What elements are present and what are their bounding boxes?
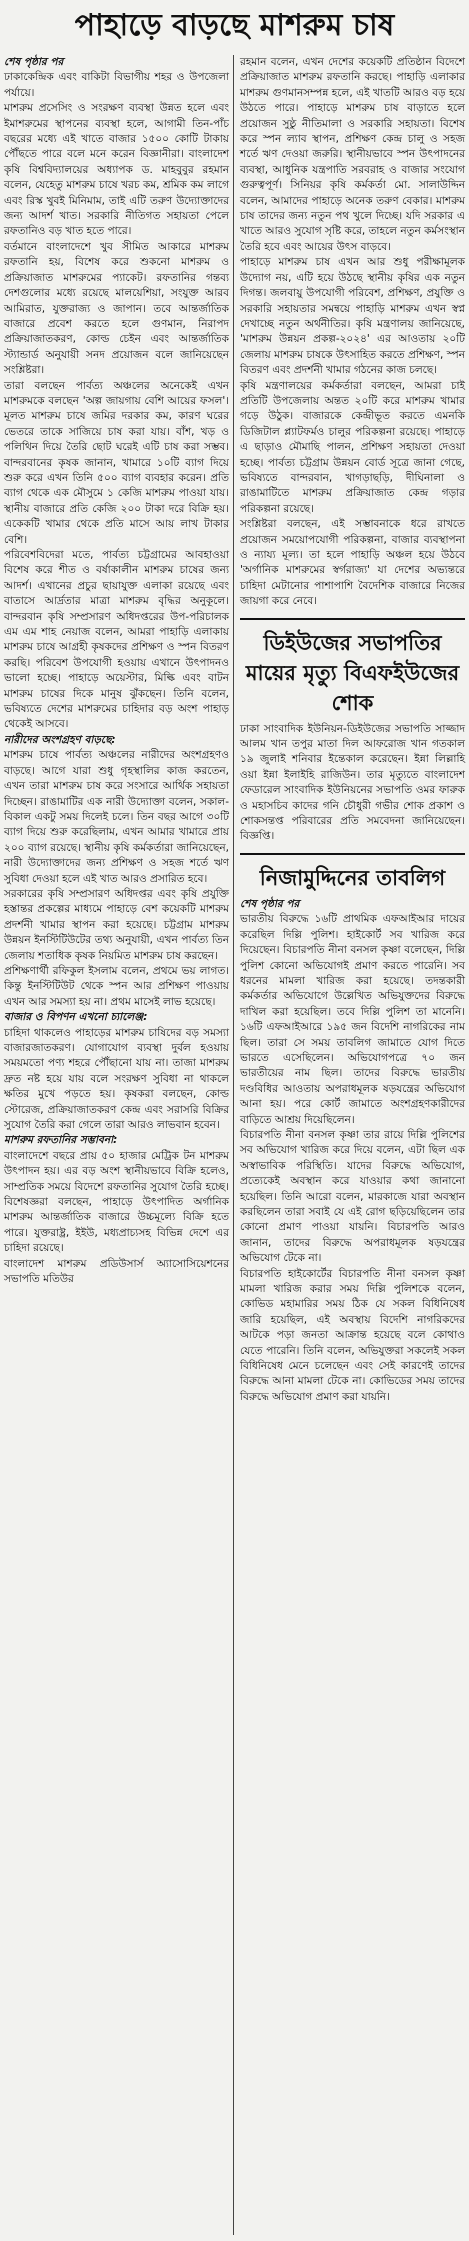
article-subhead: নারীদের অংশগ্রহণ বাড়ছে:: [4, 733, 116, 746]
news-headline: ডিইউজের সভাপতির মায়ের মৃত্যু বিএফইউজের শোক: [245, 630, 460, 715]
article-paragraph: রহমান বলেন, এখন দেশের কয়েকটি প্রতিষ্ঠান বিদেশে প্রক্রিয়াজাত মাশরুম রফতানি করছে। পাহাড়ি এলাকার মাশরুম গুণমানসম্পন্ন হলে, এই খাতটি আরও বড় হয়ে উঠতে পারে। পাহাড়ে মাশরুম চাষ বাড়াতে হলে প্রয়োজন সুষ্ঠু নীতিমালা ও সরকারি সহায়তা। বিশেষ করে স্পন ল্যাব স্থাপন, প্রশিক্ষণ কেন্দ্র চালু ও সহজ শর্তে ঋণ দেওয়া জরুরি। স্থানীয়ভাবে স্পন উৎপাদনের ব্যবস্থা, আধুনিক যন্ত্রপাতি সরবরাহ ও বাজার সংযোগ গুরুত্বপূর্ণ। সিনিয়র কৃষি কর্মকর্তা মো. সালাউদ্দিন বলেন, আমাদের পাহাড়ে অনেক তরুণ বেকার। মাশরুম চাষ তাদের জন্য নতুন পথ খুলে দিচ্ছে। যদি সরকার এ খাতে আরও সুযোগ সৃষ্টি করে, তাহলে নতুন কর্মসংস্থান তৈরি হবে এবং আয়ের উৎস বাড়বে।: [240, 56, 469, 253]
article-paragraph: পরিবেশবিদেরা মতে, পার্বত্য চট্টগ্রামের আবহাওয়া বিশেষ করে শীত ও বর্ষাকালীন মাশরুম চাষের জন্য আদর্শ। এখানের প্রচুর ছায়াযুক্ত এলাকা রয়েছে এবং বাতাসে আর্দ্রতার মাত্রা মাশরুম বৃদ্ধির অনুকূলে। বান্দরবান কৃষি সম্প্রসারণ অধিদপ্তরের উপ-পরিচালক এম এম শাহ নেয়াজ বলেন, আমরা পাহাড়ি এলাকায় মাশরুম চাষে আগ্রহী কৃষকদের প্রশিক্ষণ ও স্পন বিতরণ করছি। পরিবেশ উপযোগী হওয়ায় এখানে উৎপাদনও ভালো হচ্ছে। পাহাড়ে অয়েস্টার, মিল্কি এবং বাটন মাশরুম চাষের দিকে মানুষ ঝুঁকছেন। তিনি বলেন, ভবিষ্যতে দেশের মাশরুমের চাহিদার বড় অংশ পাহাড় থেকেই আসবে।: [4, 549, 233, 731]
main-headline: পাহাড়ে বাড়ছে মাশরুম চাষ: [74, 8, 395, 43]
article-paragraph: বর্তমানে বাংলাদেশে খুব সীমিত আকারে মাশরুম রফতানি হয়, বিশেষ করে শুকনো মাশরুম ও প্রক্রিয়াজাত মাশরুমের প্যাকেট। রফতানির গন্তব্য দেশগুলোর মধ্যে রয়েছে মালয়েশিয়া, সংযুক্ত আরব আমিরাত, যুক্তরাজ্য ও জাপান। তবে আন্তর্জাতিক বাজারে প্রবেশ করতে হলে গুণমান, নিরাপদ প্রক্রিয়াজাতকরণ, কোল্ড চেইন এবং আন্তর্জাতিক স্ট্যান্ডার্ড অনুযায়ী সনদ প্রয়োজন বলে জানিয়েছেন সংশ্লিষ্টরা।: [4, 240, 233, 377]
article-paragraph: চাহিদা থাকলেও পাহাড়ের মাশরুম চাষিদের বড় সমস্যা বাজারজাতকরণ। যোগাযোগ ব্যবস্থা দুর্বল হওয়ায় সময়মতো পণ্য শহরে পৌঁছানো যায় না। তাজা মাশরুম দ্রুত নষ্ট হয়ে যায় বলে সংরক্ষণ সুবিধা না থাকলে ক্ষতির মুখে পড়তে হয়। কৃষকরা বলছেন, কোল্ড স্টোরেজ, প্রক্রিয়াজাতকরণ কেন্দ্র এবং সরাসরি বিক্রির সুযোগ তৈরি করা গেলে তারা আরও লাভবান হবেন।: [4, 1026, 233, 1132]
article-paragraph: পাহাড়ে মাশরুম চাষ এখন আর শুধু পরীক্ষামূলক উদ্যোগ নয়, এটি হয়ে উঠছে স্থানীয় কৃষির এক নতুন দিগন্ত। জলবায়ু উপযোগী পরিবেশ, প্রশিক্ষণ, প্রযুক্তি ও সরকারি সহায়তার সমন্বয়ে পাহাড়ি মাশরুম এখন স্বপ্ন দেখাচ্ছে নতুন অর্থনীতির। কৃষি মন্ত্রণালয় জানিয়েছে, 'মাশরুম উন্নয়ন প্রকল্প-২০২৪' এর আওতায় ২০টি জেলায় মাশরুম চাষকে উৎসাহিত করতে প্রশিক্ষণ, স্পন বিতরণ এবং প্রদর্শনী খামার গঠনের কাজ চলছে।: [240, 256, 469, 377]
continued-label: শেষ পৃষ্ঠার পর: [4, 56, 64, 68]
article-paragraph: মাশরুম চাষে পার্বত্য অঞ্চলের নারীদের অংশগ্রহণও বাড়ছে। আগে যারা শুধু গৃহস্থালির কাজ করতেন, এখন তারা মাশরুম চাষ করে সংসারে আর্থিক সহায়তা দিচ্ছেন। রাঙামাটির এক নারী উদ্যোক্তা বলেন, সকাল-বিকাল একটু সময় দিলেই চলে। তিন বছর আগে ৩০টি ব্যাগ দিয়ে শুরু করেছিলাম, এখন আমার খামারে প্রায় ২০০ ব্যাগ রয়েছে। স্থানীয় কৃষি কর্মকর্তারা জানিয়েছেন, নারী উদ্যোক্তাদের জন্য প্রশিক্ষণ ও সহজ শর্তে ঋণ সুবিধা দেওয়া হলে এই খাত আরও প্রসারিত হবে।: [4, 749, 233, 885]
article-paragraph: বাংলাদেশে বছরে প্রায় ৫০ হাজার মেট্রিক টন মাশরুম উৎপাদন হয়। এর বড় অংশ স্থানীয়ভাবে বিক্রি হলেও, সাম্প্রতিক সময়ে বিদেশে রফতানির সুযোগ তৈরি হচ্ছে। বিশেষজ্ঞরা বলছেন, পাহাড়ে উৎপাদিত অর্গানিক মাশরুম আন্তর্জাতিক বাজারে উচ্চমূল্যে বিক্রি হতে পারে। যুক্তরাষ্ট্র, ইইউ, মধ্যপ্রাচ্যসহ বিভিন্ন দেশে এর চাহিদা রয়েছে।: [4, 1149, 233, 1255]
article-subhead: মাশরুম রফতানির সম্ভাবনা:: [4, 1134, 118, 1147]
news-paragraph: ভারতীয় বিরুদ্ধে ১৬টি প্রাথমিক এফআইআর দায়ের করেছিল দিল্লি পুলিশ। হাইকোর্ট সব খারিজ করে দিয়েছেন। বিচারপতি নীনা বনসল কৃষ্ণা বলেছেন, দিল্লি পুলিশ কোনো অভিযোগই প্রমাণ করতে পারেনি। সব ধরনের মামলা খারিজ করা হয়েছে। তদন্তকারী কর্মকর্তার অভিযোগে উল্লেখিত অভিযুক্তদের বিরুদ্ধে দাখিল করা হয়েছিল। তবে দিল্লি পুলিশ তা মানেনি। ১৬টি এফআইআরে ১৯৫ জন বিদেশি নাগরিকের নাম ছিল। তারা সে সময় তাবলিগ জামাতে যোগ দিতে ভারতে এসেছিলেন। অভিযোগপত্রে ৭০ জন ভারতীয়ের নাম ছিল। তাদের বিরুদ্ধে ভারতীয় দণ্ডবিধির আওতায় অপরাধমূলক ষড়যন্ত্রের অভিযোগ আনা হয়। পরে কোর্ট জামাতে অংশগ্রহণকারীদের বাড়িতে আশ্রয় দিয়েছিলেন। বিচারপতি নীনা বনসল কৃষ্ণা তার রায়ে দিল্লি পুলিশের সব অভিযোগ খারিজ করে দিয়ে বলেন, এটা ছিল এক অস্বাভাবিক পরিস্থিতি। যাদের বিরুদ্ধে অভিযোগ, প্রত্যেকেই অবস্থান করে যাওয়ার কথা জানানো হয়েছিল। তিনি আরো বলেন, মারকাজে যারা অবস্থান করছিলেন তারা সবাই যে এই রোগ ছড়িয়েছিলেন তার কোনো প্রমাণ পাওয়া যায়নি। বিচারপতি আরও জানান, তাদের বিরুদ্ধে অপরাধমূলক ষড়যন্ত্রের অভিযোগ টেকে না। বিচারপতি হাইকোর্টের বিচারপতি নীনা বনসল কৃষ্ণা মামলা খারিজ করার সময় দিল্লি পুলিশকে বলেন, কোভিড মহামারির সময় ঠিক যে সকল বিধিনিষেধ জারি হয়েছিল, এই অবস্থায় বিদেশি নাগরিকদের আটকে পড়া জনতা আক্রান্ত হয়েছে বলে কোথাও যেতে পারেনি। তিনি বলেন, অভিযুক্তরা সকলেই সকল বিধিনিষেধ মেনে চলেছেন এবং সেই কারণেই তাদের বিরুদ্ধে আনা মামলা টেকে না। কোভিডের সময় তাদের বিরুদ্ধে অভিযোগ প্রমাণ করা যায়নি।: [240, 913, 465, 1403]
article-paragraph: কৃষি মন্ত্রণালয়ের কর্মকর্তারা বলছেন, আমরা চাই প্রতিটি উপজেলায় অন্তত ২০টি করে মাশরুম খামার গড়ে উঠুক। বাজারকে কেন্দ্রীভূত করতে এমনকি ডিজিটাল প্ল্যাটফর্মও চালুর পরিকল্পনা রয়েছে। পাহাড়ে এ ছাড়াও মৌমাছি পালন, প্রশিক্ষণ সহায়তা দেওয়া হচ্ছে। পার্বত্য চট্টগ্রাম উন্নয়ন বোর্ড সূত্রে জানা গেছে, ভবিষ্যতে বান্দরবান, খাগড়াছড়ি, দীঘিনালা ও রাঙামাটিতে মাশরুম প্রক্রিয়াজাত কেন্দ্র গড়ার পরিকল্পনা রয়েছে।: [240, 379, 469, 515]
news-headline: নিজামুদ্দিনের তাবলিগ: [259, 865, 446, 890]
left-column: [4, 55, 233, 1288]
continued-label: শেষ পৃষ্ঠার পর: [240, 897, 300, 910]
article-paragraph: ঢাকাকেন্দ্রিক এবং বাকিটা বিভাগীয় শহর ও উপজেলা পর্যায়ে। মাশরুম প্রসেসিং ও সংরক্ষণ ব্যবস্থা উন্নত হলে এবং ইমাশরুমের স্থাপনের ব্যবস্থা হলে, আগামী তিন-পাঁচ বছরের মধ্যে এই খাতে বাজার ১৫০০ কোটি টাকায় পৌঁছতে পারে বলে মনে করেন বিজ্ঞানীরা। বাংলাদেশ কৃষি বিশ্ববিদ্যালয়ের অধ্যাপক ড. মাহবুবুর রহমান বলেন, যেহেতু মাশরুম চাষে খরচ কম, শ্রমিক কম লাগে এবং রিস্ক খুবই মিনিমাম, তাই এটি তরুণ উদ্যোক্তাদের জন্য আদর্শ খাত। সরকারি নীতিগত সহায়তা পেলে রফতানিও বড় খাত হতে পারে।: [4, 71, 229, 238]
news-paragraph: ঢাকা সাংবাদিক ইউনিয়ন-ডিইউজের সভাপতি সাজ্জাদ আলম খান তপুর মাতা দিল আফরোজ খান গতকাল ১৯ জুলাই শনিবার ইন্তেকাল করেছেন। ইন্না লিল্লাহি ওয়া ইন্না ইলাইহি রাজিউন। তার মৃত্যুতে বাংলাদেশ ফেডারেল সাংবাদিক ইউনিয়নের সভাপতি ওমর ফারুক ও মহাসচিব কাদের গনি চৌধুরী গভীর শোক প্রকাশ ও শোকসন্তপ্ত পরিবারের প্রতি সমবেদনা জানিয়েছেন। বিজ্ঞপ্তি।: [240, 722, 469, 843]
right-column: [240, 55, 469, 1405]
section-rule: [240, 853, 465, 855]
article-paragraph: প্রশিক্ষণার্থী রফিকুল ইসলাম বলেন, প্রথমে ভয় লাগত। কিন্তু ইনস্টিটিউট থেকে স্পন আর প্রশিক্ষণ পাওয়ায় এখন আর সমস্যা হয় না। প্রথম মাসেই লাভ হয়েছে।: [4, 964, 233, 1008]
section-rule: [240, 618, 465, 620]
column-divider: [233, 55, 234, 2235]
article-paragraph: তারা বলছেন পার্বত্য অঞ্চলের অনেকেই এখন মাশরুমকে বলছেন 'অল্প জায়গায় বেশি আয়ের ফসল'। মূলত মাশরুম চাষে জমির দরকার কম, কারণ ঘরের ভেতরে তাকে সাজিয়ে চাষ করা যায়। বাঁশ, খড় ও পলিথিন দিয়ে তৈরি ছোট ঘরেই এটি চাষ করা সম্ভব। বান্দরবানের কৃষক জানান, খামারে ১০টি ব্যাগ দিয়ে শুরু করে এখন তিনি ৫০০ ব্যাগ ব্যবহার করেন। প্রতি ব্যাগ থেকে এক মৌসুমে ১ কেজি মাশরুম পাওয়া যায়। স্থানীয় বাজারে প্রতি কেজি ২০০ টাকা দরে বিক্রি হয়। একেকটি খামার থেকে প্রতি মাসে আয় লাখ টাকার বেশি।: [4, 379, 233, 546]
article-subhead: বাজার ও বিপণন এখনো চ্যালেঞ্জ:: [4, 1011, 148, 1024]
article-paragraph: বাংলাদেশ মাশরুম প্রডিউসার্স অ্যাসোসিয়েশনের সভাপতি মতিউর: [4, 1257, 233, 1286]
article-paragraph: সংশ্লিষ্টরা বলছেন, এই সম্ভাবনাকে ধরে রাখতে প্রয়োজন সময়োপযোগী পরিকল্পনা, বাজার ব্যবস্থাপনা ও ন্যায্য মূল্য। তা হলে পাহাড়ি অঞ্চল হয়ে উঠবে 'অর্গানিক মাশরুমের স্বর্গরাজ্য' যা দেশের অভ্যন্তরে চাহিদা মেটানোর পাশাপাশি বৈদেশিক বাজারে নিজের জায়গা করে নেবে।: [240, 518, 469, 608]
article-paragraph: সরকারের কৃষি সম্প্রসারণ অধিদপ্তর এবং কৃষি প্রযুক্তি হস্তান্তর প্রকল্পের মাধ্যমে পাহাড়ে বেশ কয়েকটি মাশরুম প্রদর্শনী খামার স্থাপন করা হয়েছে। চট্টগ্রাম মাশরুম উন্নয়ন ইনস্টিটিউটের তথ্য অনুযায়ী, এখন পার্বত্য তিন জেলায় শতাধিক কৃষক নিয়মিত মাশরুম চাষ করছেন।: [4, 887, 233, 962]
